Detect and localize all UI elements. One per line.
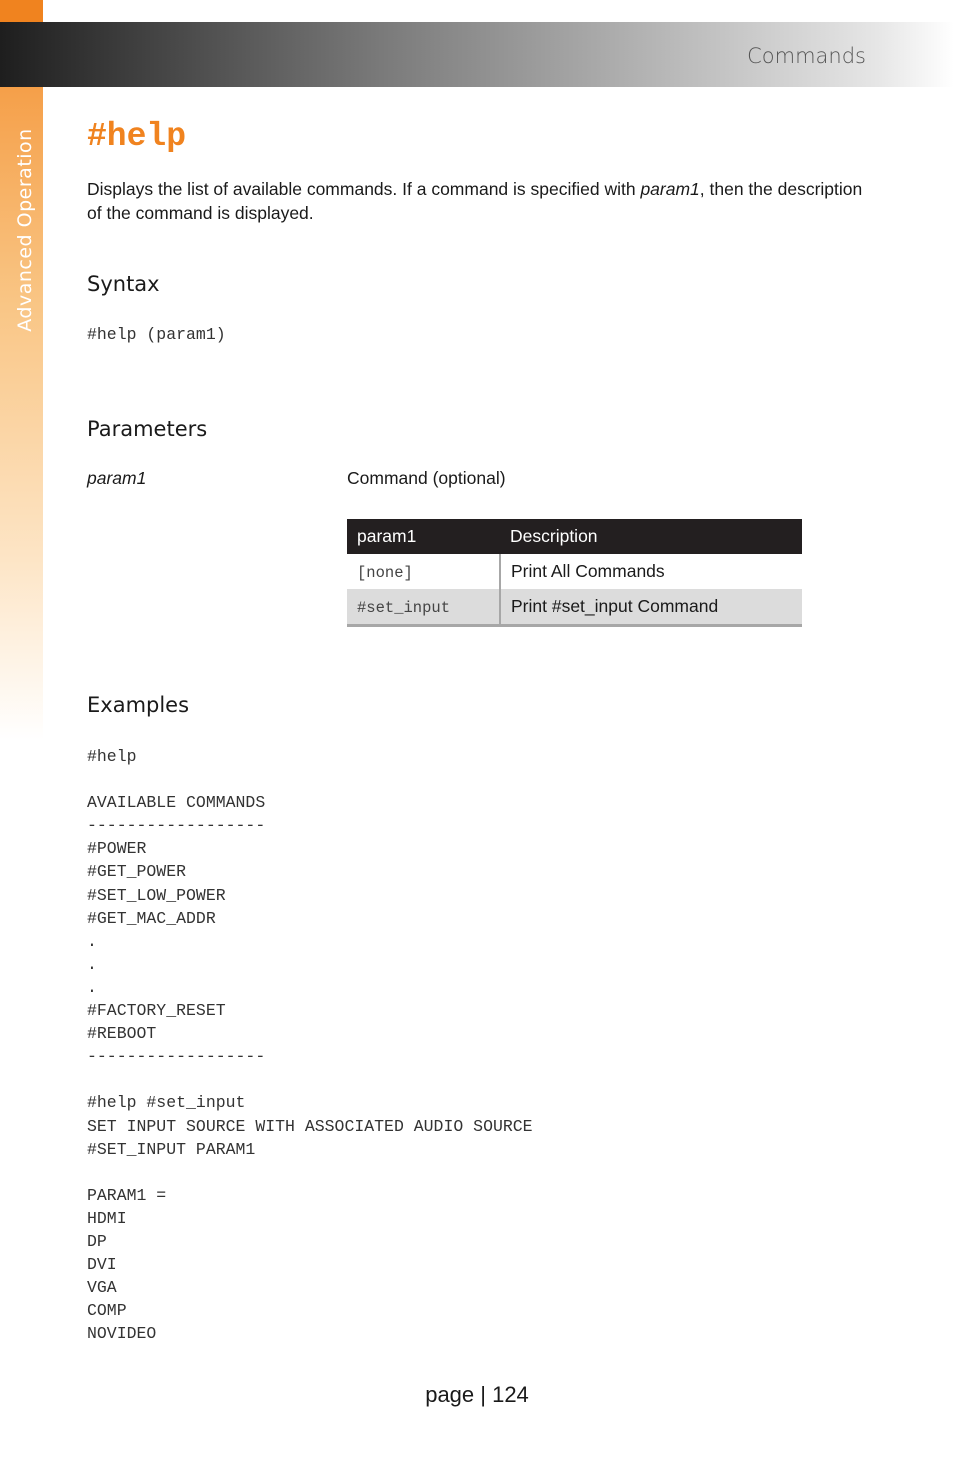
code-line: COMP — [87, 1301, 127, 1321]
param-table-header-param: param1 — [347, 519, 500, 554]
description-text-1: Displays the list of available commands. If a command is specified with — [87, 179, 641, 199]
param-value: #set_input — [357, 599, 451, 617]
side-tab-label: Advanced Operation — [14, 128, 36, 332]
code-line: ------------------ — [87, 816, 266, 836]
table-cell-description: Print #set_input Command — [500, 589, 802, 626]
param-value: [none] — [357, 564, 413, 582]
table-row — [347, 589, 802, 626]
description-text-2: , then the description of the command is displayed. — [87, 179, 863, 223]
side-tab — [0, 0, 43, 740]
code-line: DP — [87, 1231, 107, 1251]
code-line: AVAILABLE COMMANDS — [87, 793, 266, 813]
code-line: #POWER — [87, 839, 147, 859]
examples-heading: Examples — [87, 693, 190, 717]
description-param-ref: param1 — [640, 179, 700, 199]
code-line: . — [87, 931, 97, 951]
parameters-heading: Parameters — [87, 417, 208, 441]
code-line: #GET_POWER — [87, 862, 187, 882]
param-table — [347, 519, 802, 627]
command-description — [87, 177, 877, 225]
param-name: param1 — [87, 468, 147, 488]
code-line: #SET_LOW_POWER — [87, 885, 226, 905]
code-line: #help — [87, 747, 137, 766]
code-line: . — [87, 977, 97, 997]
param-description: Command (optional) — [347, 468, 506, 488]
code-line: HDMI — [87, 1208, 127, 1228]
code-line: SET INPUT SOURCE WITH ASSOCIATED AUDIO SOURCE — [87, 1116, 533, 1136]
code-line: . — [87, 954, 97, 974]
code-line: PARAM1 = — [87, 1185, 167, 1205]
examples-code-block — [87, 745, 533, 1345]
code-line: #SET_INPUT PARAM1 — [87, 1139, 256, 1159]
code-line: #GET_MAC_ADDR — [87, 908, 216, 928]
code-line: #REBOOT — [87, 1024, 157, 1044]
syntax-code: #help (param1) — [87, 325, 226, 344]
table-cell-value — [347, 554, 500, 589]
code-line — [87, 1161, 533, 1184]
table-cell-value — [347, 589, 500, 626]
table-row — [347, 554, 802, 589]
syntax-heading: Syntax — [87, 272, 160, 296]
code-line: VGA — [87, 1278, 117, 1298]
code-line — [87, 1068, 533, 1091]
code-line: NOVIDEO — [87, 1324, 157, 1344]
page-number: page | 124 — [425, 1382, 529, 1407]
param-table-header-description: Description — [500, 519, 802, 554]
code-line: DVI — [87, 1255, 117, 1275]
code-line: #FACTORY_RESET — [87, 1001, 226, 1021]
table-cell-description: Print All Commands — [511, 561, 665, 581]
code-line — [87, 768, 533, 791]
param-table-header — [347, 519, 802, 554]
page-title: #help — [87, 118, 187, 155]
code-line: #help #set_input — [87, 1093, 246, 1113]
code-line: ------------------ — [87, 1047, 266, 1067]
header-section-title: Commands — [747, 44, 866, 68]
